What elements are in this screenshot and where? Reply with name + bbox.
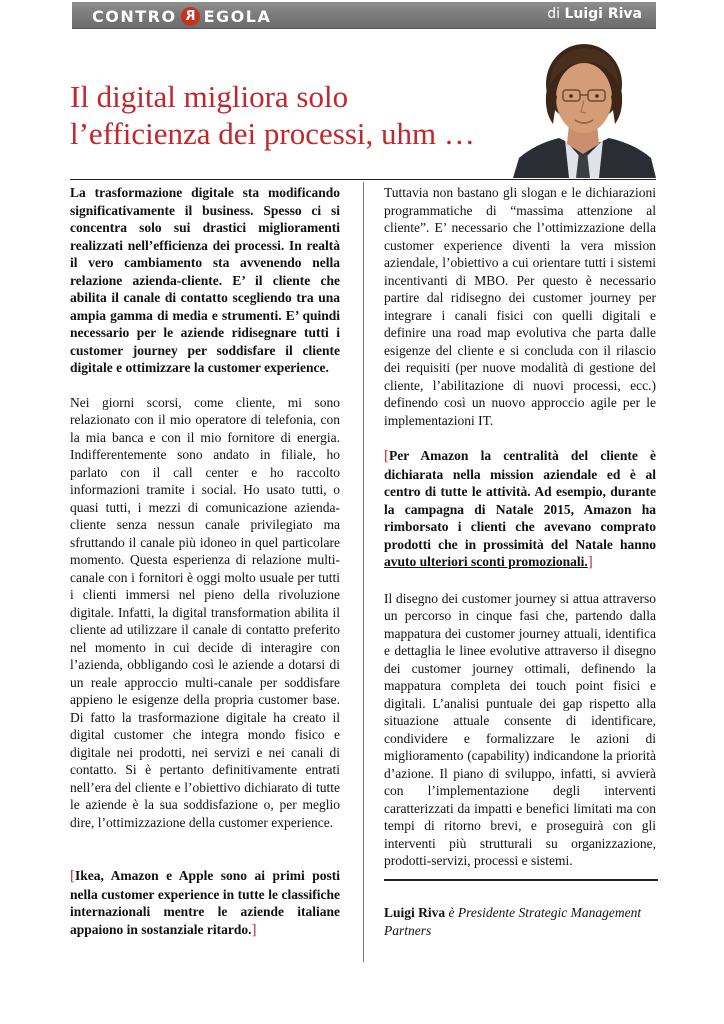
masthead-logo — [92, 7, 271, 25]
bracket-open: [ — [384, 448, 389, 464]
bracket-close: ] — [587, 554, 593, 570]
title-divider — [70, 179, 656, 180]
pull-quote-left — [70, 867, 340, 939]
author-name: Luigi Riva — [384, 905, 446, 920]
lead-paragraph: La trasformazione digitale sta modificando significativamente il business. Spesso ci si concentra solo sui drastici miglioramenti realizzati nell’efficienza dei processi. In realtà il vero cambiamento sta avvenendo nella relazione azienda-cliente. E’ il cliente che abilita il canale di contatto scegliendo tra una ampia gamma di media e strumenti. E’ quindi necessario per le aziende ridisegnare tutti i customer journey per soddisfare il cliente digitale e ottimizzare la customer experience. — [70, 185, 340, 375]
title-line-1: Il digital migliora solo — [70, 79, 349, 114]
right-column — [384, 184, 656, 887]
pull-quote-left-text: Ikea, Amazon e Apple sono ai primi posti nella customer experience in tutte le classifiche internazionali mentre le aziende italiane appaiono in sostanziale ritardo. — [70, 868, 340, 937]
logo-left-text: CONTRO — [92, 6, 177, 26]
left-column — [70, 184, 340, 956]
right-paragraph-2: Il disegno dei customer journey si attua attraverso un percorso in cinque fasi che, partendo dalla mappatura dei customer journey attuali, identifica e dettaglia le linee evolutive attraverso il disegno dei customer journey ottimali, definendo la mappatura completa dei touch point fisici e digitali. L’analisi puntuale dei gap rispetto alla situazione attuale consente di identificare, condividere e formalizzare le azioni di miglioramento (capability) indicandone la priorità d’azione. Il piano di sviluppo, infatti, si avvierà con l’implementazione degli interventi caratterizzati da impatti e benefici limitati ma con tempi di ritorno brevi, e proseguirà con gli interventi più strutturali su organizzazione, prodotti-servizi, processi e sistemi. — [384, 590, 656, 868]
logo-right-text: EGOLA — [203, 6, 272, 26]
byline-prefix: di — [547, 6, 560, 22]
author-photo — [513, 40, 656, 178]
author-role: è Presidente Strategic Management Partners — [384, 905, 642, 938]
byline — [547, 6, 642, 22]
author-photo-icon — [513, 40, 656, 178]
logo-r-mark-icon: R — [181, 7, 200, 26]
pull-quote-right-text: Per Amazon la centralità del cliente è dichiarata nella mission aziendale ed è al centro di tutte le attività. Ad esempio, durante la campagna di Natale 2015, Amazon ha rimborsato i clienti che avevano comprato prodotti che in prossimità del Natale hanno — [384, 448, 656, 552]
author-divider — [384, 879, 658, 881]
bracket-open: [ — [70, 868, 75, 884]
pull-quote-right — [384, 447, 656, 572]
right-paragraph-1: Tuttavia non bastano gli slogan e le dichiarazioni programmatiche di “massima attenzione al cliente”. E’ necessario che l’ottimizzazione della customer experience diventi la vera mission aziendale, l’obiettivo a cui orientare tutti i sistemi incentivanti di MBO. Per questo è necessario partire dal ridisegno dei customer journey per integrare i canali fisici con quelli digitali e definire una road map evolutiva che parta dalle esigenze del cliente e si concluda con il rilascio dei requisiti (per nuove modalità di gestione del cliente, l’abilitazione di nuovi processi, ecc.) definendo così un nuovo approccio agile per le implementazioni IT. — [384, 185, 656, 428]
column-divider — [363, 182, 364, 962]
title-line-2: l’efficienza dei processi, uhm … — [70, 116, 475, 151]
byline-name: Luigi Riva — [564, 6, 642, 22]
body-paragraph: Nei giorni scorsi, come cliente, mi sono relazionato con il mio operatore di telefonia, con la mia banca e con il mio fornitore di energia. Indifferentemente sono andato in filiale, ho parlato con il call center e ho raccolto informazioni tramite i social. Ho usato tutti, o quasi tutti, i mezzi di comunicazione azienda-cliente senza nessun canale privilegiato ma sfruttando il canale più idoneo in quel particolare momento. Questa esperienza di relazione multi-canale con i fornitori è oggi molto usuale per tutti i clienti immersi nel pieno della rivoluzione digitale. Infatti, la digital transformation abilita il cliente ad utilizzare il canale di contatto preferito nel momento in cui decide di interagire con l’azienda, obbligando così le aziende a dotarsi di un reale approccio multi-canale per soddisfare appieno le esigenze della propria customer base. Di fatto la trasformazione digitale ha creato il digital customer che integra mondo fisico e digitale nei prodotti, nei servizi e nei canali di contatto. Si è pertanto definitivamente entrati nell’era del cliente e l’obiettivo dichiarato di tutte le aziende è la sua soddisfazione o, per meglio dire, l’ottimizzazione della customer experience. — [70, 394, 340, 830]
bracket-close: ] — [251, 921, 257, 938]
article-title — [70, 78, 510, 152]
pull-quote-right-end: avuto ulteriori sconti promozionali. — [384, 554, 588, 569]
author-note — [384, 904, 659, 940]
